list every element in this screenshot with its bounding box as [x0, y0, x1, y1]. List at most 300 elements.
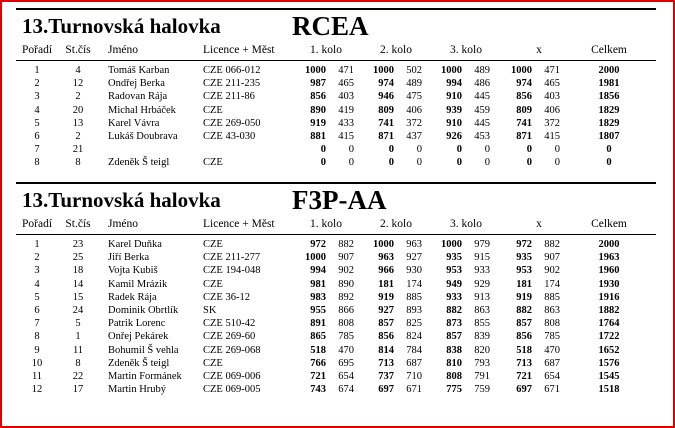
- cell-kolo3-points: 1000: [441, 239, 462, 250]
- cell-kolo2-points: 974: [378, 78, 394, 90]
- cell-x-raw: 372: [544, 117, 560, 129]
- table-row: [16, 78, 656, 91]
- cell-kolo3-points: 949: [446, 278, 462, 290]
- cell-licence: CZE 269-050: [203, 117, 261, 129]
- table-row: [16, 131, 656, 144]
- header-kolo1: 1. kolo: [310, 218, 342, 230]
- cell-stcis: 12: [72, 78, 84, 90]
- cell-kolo3-points: 933: [446, 291, 462, 303]
- cell-kolo1-points: 881: [310, 130, 326, 142]
- cell-kolo2-points: 966: [378, 265, 394, 277]
- header-divider: [16, 234, 656, 235]
- cell-stcis: 18: [72, 265, 84, 277]
- header-celkem: Celkem: [591, 44, 627, 56]
- header-kolo3: 3. kolo: [450, 44, 482, 56]
- cell-kolo1-points: 981: [310, 278, 326, 290]
- cell-kolo2-raw: 710: [406, 370, 422, 382]
- cell-jmeno: Dominik Obrtlík: [108, 304, 179, 316]
- table-row: [16, 91, 656, 104]
- cell-licence: CZE: [203, 104, 223, 116]
- cell-x-points: 0: [526, 144, 532, 156]
- cell-kolo2-raw: 475: [406, 91, 422, 103]
- cell-x-raw: 785: [544, 331, 560, 343]
- cell-jmeno: Lukáš Doubrava: [108, 130, 178, 142]
- cell-poradi: 8: [34, 157, 40, 169]
- cell-stcis: 14: [72, 278, 84, 290]
- cell-kolo1-raw: 0: [348, 157, 354, 169]
- cell-celkem: 1518: [598, 384, 620, 396]
- cell-x-points: 0: [526, 157, 532, 169]
- table-row: [16, 371, 656, 384]
- cell-kolo1-raw: 470: [338, 344, 354, 356]
- table-row: [16, 384, 656, 397]
- cell-poradi: 2: [34, 252, 40, 264]
- cell-licence: CZE 269-068: [203, 344, 261, 356]
- cell-x-points: 697: [516, 384, 532, 396]
- cell-celkem: 1829: [598, 104, 620, 116]
- cell-kolo1-raw: 654: [338, 370, 354, 382]
- cell-kolo1-points: 865: [310, 331, 326, 343]
- cell-celkem: 2000: [598, 65, 620, 76]
- cell-poradi: 3: [34, 91, 40, 103]
- cell-kolo2-points: 809: [378, 104, 394, 116]
- cell-kolo2-points: 946: [378, 91, 394, 103]
- table-header: [16, 218, 656, 234]
- cell-celkem: 1930: [598, 278, 620, 290]
- cell-celkem: 1576: [598, 357, 620, 369]
- cell-poradi: 7: [34, 144, 40, 156]
- cell-jmeno: Patrik Lorenc: [108, 318, 166, 330]
- header-x: x: [536, 44, 542, 56]
- cell-kolo3-raw: 855: [474, 318, 490, 330]
- header-divider: [16, 60, 656, 61]
- cell-stcis: 23: [72, 239, 84, 250]
- cell-stcis: 15: [72, 291, 84, 303]
- cell-x-raw: 470: [544, 344, 560, 356]
- cell-kolo3-raw: 759: [474, 384, 490, 396]
- cell-x-points: 713: [516, 357, 532, 369]
- header-kolo3: 3. kolo: [450, 218, 482, 230]
- section-title-row: [16, 10, 656, 42]
- cell-stcis: 2: [75, 130, 81, 142]
- cell-x-raw: 687: [544, 357, 560, 369]
- cell-kolo1-raw: 907: [338, 252, 354, 264]
- table-row: [16, 331, 656, 344]
- table-row: [16, 118, 656, 131]
- cell-celkem: 1960: [598, 265, 620, 277]
- cell-x-points: 809: [516, 104, 532, 116]
- cell-celkem: 1882: [598, 304, 620, 316]
- cell-kolo1-raw: 471: [338, 65, 354, 76]
- competition-title: 13.Turnovská halovka: [22, 188, 221, 212]
- cell-kolo1-raw: 674: [338, 384, 354, 396]
- cell-kolo3-raw: 793: [474, 357, 490, 369]
- cell-kolo1-points: 891: [310, 318, 326, 330]
- cell-kolo2-points: 697: [378, 384, 394, 396]
- cell-kolo2-raw: 893: [406, 304, 422, 316]
- table-row: [16, 239, 656, 252]
- cell-celkem: 1829: [598, 117, 620, 129]
- cell-poradi: 9: [34, 344, 40, 356]
- cell-kolo1-points: 856: [310, 91, 326, 103]
- cell-kolo3-raw: 839: [474, 331, 490, 343]
- cell-kolo3-raw: 915: [474, 252, 490, 264]
- cell-kolo3-raw: 445: [474, 117, 490, 129]
- cell-licence: CZE 211-235: [203, 78, 261, 90]
- cell-stcis: 24: [72, 304, 84, 316]
- cell-kolo1-points: 972: [310, 239, 326, 250]
- cell-x-raw: 406: [544, 104, 560, 116]
- cell-kolo3-raw: 0: [484, 144, 490, 156]
- cell-licence: CZE 211-277: [203, 252, 261, 264]
- cell-poradi: 2: [34, 78, 40, 90]
- cell-kolo2-points: 1000: [373, 239, 394, 250]
- cell-kolo2-raw: 824: [406, 331, 422, 343]
- cell-poradi: 6: [34, 130, 40, 142]
- table-row: [16, 305, 656, 318]
- cell-kolo3-points: 838: [446, 344, 462, 356]
- cell-kolo2-raw: 963: [406, 239, 422, 250]
- class-name: F3P-AA: [292, 185, 387, 215]
- cell-kolo2-raw: 502: [406, 65, 422, 76]
- cell-x-points: 721: [516, 370, 532, 382]
- cell-x-raw: 863: [544, 304, 560, 316]
- cell-poradi: 3: [34, 265, 40, 277]
- cell-kolo2-raw: 0: [416, 144, 422, 156]
- section-title-row: [16, 184, 656, 216]
- cell-celkem: 1652: [598, 344, 620, 356]
- cell-x-raw: 902: [544, 265, 560, 277]
- cell-kolo2-points: 181: [378, 278, 394, 290]
- cell-kolo3-raw: 791: [474, 370, 490, 382]
- cell-kolo2-points: 0: [388, 157, 394, 169]
- cell-jmeno: Jiří Berka: [108, 252, 150, 264]
- cell-poradi: 4: [34, 278, 40, 290]
- cell-stcis: 2: [75, 91, 81, 103]
- table-row: [16, 279, 656, 292]
- cell-poradi: 6: [34, 304, 40, 316]
- cell-kolo3-points: 910: [446, 91, 462, 103]
- cell-jmeno: Martin Hrubý: [108, 384, 167, 396]
- cell-poradi: 4: [34, 104, 40, 116]
- results-section-rcea: [16, 8, 656, 171]
- cell-kolo3-points: 910: [446, 117, 462, 129]
- cell-kolo2-points: 857: [378, 318, 394, 330]
- cell-x-points: 974: [516, 78, 532, 90]
- cell-stcis: 13: [72, 117, 84, 129]
- cell-kolo3-points: 857: [446, 331, 462, 343]
- cell-kolo2-points: 814: [378, 344, 394, 356]
- cell-stcis: 1: [75, 331, 81, 343]
- cell-licence: CZE 211-86: [203, 91, 255, 103]
- cell-x-points: 882: [516, 304, 532, 316]
- cell-kolo3-points: 994: [446, 78, 462, 90]
- cell-kolo2-points: 0: [388, 144, 394, 156]
- cell-kolo2-raw: 927: [406, 252, 422, 264]
- cell-poradi: 11: [31, 370, 43, 382]
- cell-poradi: 1: [34, 239, 40, 250]
- header-x: x: [536, 218, 542, 230]
- cell-kolo2-raw: 687: [406, 357, 422, 369]
- table-header: [16, 44, 656, 60]
- cell-kolo1-raw: 892: [338, 291, 354, 303]
- class-name: RCEA: [292, 11, 369, 41]
- cell-kolo1-raw: 419: [338, 104, 354, 116]
- cell-poradi: 7: [34, 318, 40, 330]
- cell-x-points: 935: [516, 252, 532, 264]
- cell-kolo3-raw: 489: [474, 65, 490, 76]
- results-rows: [16, 65, 656, 171]
- cell-kolo1-raw: 902: [338, 265, 354, 277]
- cell-kolo2-points: 919: [378, 291, 394, 303]
- cell-jmeno: Martin Formánek: [108, 370, 182, 382]
- table-row: [16, 358, 656, 371]
- cell-jmeno: Radek Rája: [108, 291, 157, 303]
- cell-celkem: 2000: [598, 239, 620, 250]
- cell-kolo3-points: 808: [446, 370, 462, 382]
- cell-licence: SK: [203, 304, 217, 316]
- cell-celkem: 1545: [598, 370, 620, 382]
- cell-stcis: 8: [75, 157, 81, 169]
- cell-kolo3-raw: 0: [484, 157, 490, 169]
- cell-kolo2-raw: 930: [406, 265, 422, 277]
- cell-kolo1-raw: 785: [338, 331, 354, 343]
- cell-kolo2-points: 737: [378, 370, 394, 382]
- header-kolo2: 2. kolo: [380, 218, 412, 230]
- cell-stcis: 22: [72, 370, 84, 382]
- cell-kolo2-points: 1000: [373, 65, 394, 76]
- cell-kolo2-raw: 885: [406, 291, 422, 303]
- cell-kolo2-raw: 489: [406, 78, 422, 90]
- table-row: [16, 252, 656, 265]
- cell-kolo3-raw: 453: [474, 130, 490, 142]
- table-row: [16, 105, 656, 118]
- cell-kolo2-points: 741: [378, 117, 394, 129]
- header-licence: Licence + Měst: [203, 44, 275, 56]
- header-celkem: Celkem: [591, 218, 627, 230]
- cell-celkem: 0: [606, 144, 612, 156]
- cell-licence: CZE 269-60: [203, 331, 256, 343]
- cell-celkem: 1807: [598, 130, 620, 142]
- cell-celkem: 1764: [598, 318, 620, 330]
- cell-jmeno: Bohumil Š vehla: [108, 344, 179, 356]
- cell-celkem: 1856: [598, 91, 620, 103]
- cell-kolo3-raw: 445: [474, 91, 490, 103]
- header-poradi: Pořadí: [21, 44, 53, 56]
- cell-kolo2-points: 713: [378, 357, 394, 369]
- cell-stcis: 11: [72, 344, 84, 356]
- cell-x-raw: 885: [544, 291, 560, 303]
- cell-kolo1-points: 890: [310, 104, 326, 116]
- cell-kolo2-raw: 784: [406, 344, 422, 356]
- cell-celkem: 1916: [598, 291, 620, 303]
- cell-licence: CZE 069-005: [203, 384, 261, 396]
- cell-x-points: 953: [516, 265, 532, 277]
- cell-kolo1-points: 1000: [305, 252, 326, 264]
- cell-kolo2-raw: 825: [406, 318, 422, 330]
- cell-stcis: 5: [75, 318, 81, 330]
- cell-kolo2-points: 927: [378, 304, 394, 316]
- cell-jmeno: Onřej Pekárek: [108, 331, 169, 343]
- cell-jmeno: Zdeněk Š teigl: [108, 357, 170, 369]
- cell-stcis: 8: [75, 357, 81, 369]
- cell-x-raw: 654: [544, 370, 560, 382]
- cell-jmeno: Zdeněk Š teigl: [108, 157, 170, 169]
- cell-stcis: 17: [72, 384, 84, 396]
- cell-x-points: 518: [516, 344, 532, 356]
- cell-kolo2-raw: 406: [406, 104, 422, 116]
- cell-kolo2-points: 856: [378, 331, 394, 343]
- cell-stcis: 25: [72, 252, 84, 264]
- cell-kolo1-points: 518: [310, 344, 326, 356]
- results-rows: [16, 239, 656, 397]
- cell-licence: CZE: [203, 278, 223, 290]
- cell-jmeno: Kamil Mrázik: [108, 278, 168, 290]
- cell-kolo3-raw: 933: [474, 265, 490, 277]
- header-stcis: St.čís: [65, 218, 91, 230]
- cell-kolo3-points: 882: [446, 304, 462, 316]
- cell-kolo1-raw: 433: [338, 117, 354, 129]
- cell-kolo1-points: 766: [310, 357, 326, 369]
- cell-x-raw: 415: [544, 130, 560, 142]
- cell-kolo1-raw: 403: [338, 91, 354, 103]
- cell-x-points: 857: [516, 318, 532, 330]
- cell-poradi: 5: [34, 117, 40, 129]
- cell-kolo1-points: 1000: [305, 65, 326, 76]
- cell-kolo1-points: 987: [310, 78, 326, 90]
- cell-x-raw: 403: [544, 91, 560, 103]
- table-row: [16, 265, 656, 278]
- table-row: [16, 292, 656, 305]
- cell-licence: CZE 510-42: [203, 318, 256, 330]
- cell-kolo3-raw: 863: [474, 304, 490, 316]
- header-kolo1: 1. kolo: [310, 44, 342, 56]
- cell-jmeno: Karel Duňka: [108, 239, 162, 250]
- cell-kolo1-raw: 866: [338, 304, 354, 316]
- cell-kolo2-raw: 437: [406, 130, 422, 142]
- header-jmeno: Jméno: [108, 44, 139, 56]
- cell-poradi: 12: [31, 384, 43, 396]
- cell-kolo1-raw: 808: [338, 318, 354, 330]
- cell-x-raw: 882: [544, 239, 560, 250]
- cell-jmeno: Karel Vávra: [108, 117, 160, 129]
- cell-kolo3-raw: 979: [474, 239, 490, 250]
- cell-kolo3-points: 0: [456, 157, 462, 169]
- cell-jmeno: Tomáš Karban: [108, 65, 170, 76]
- cell-kolo3-points: 935: [446, 252, 462, 264]
- competition-title: 13.Turnovská halovka: [22, 14, 221, 38]
- cell-x-points: 181: [516, 278, 532, 290]
- cell-kolo3-raw: 820: [474, 344, 490, 356]
- cell-poradi: 5: [34, 291, 40, 303]
- cell-kolo1-raw: 0: [348, 144, 354, 156]
- cell-kolo3-points: 926: [446, 130, 462, 142]
- cell-celkem: 0: [606, 157, 612, 169]
- cell-kolo1-points: 721: [310, 370, 326, 382]
- header-kolo2: 2. kolo: [380, 44, 412, 56]
- cell-kolo1-raw: 882: [338, 239, 354, 250]
- cell-kolo1-raw: 415: [338, 130, 354, 142]
- cell-poradi: 1: [34, 65, 40, 76]
- cell-x-raw: 465: [544, 78, 560, 90]
- cell-licence: CZE: [203, 239, 223, 250]
- cell-x-points: 856: [516, 331, 532, 343]
- cell-licence: CZE 069-006: [203, 370, 261, 382]
- cell-kolo2-points: 963: [378, 252, 394, 264]
- cell-jmeno: Radovan Rája: [108, 91, 168, 103]
- cell-jmeno: Ondřej Berka: [108, 78, 165, 90]
- cell-x-points: 741: [516, 117, 532, 129]
- cell-x-raw: 907: [544, 252, 560, 264]
- cell-kolo1-raw: 695: [338, 357, 354, 369]
- cell-kolo3-raw: 459: [474, 104, 490, 116]
- cell-licence: CZE: [203, 357, 223, 369]
- table-row: [16, 144, 656, 157]
- cell-kolo1-points: 955: [310, 304, 326, 316]
- cell-kolo3-raw: 486: [474, 78, 490, 90]
- cell-x-points: 856: [516, 91, 532, 103]
- cell-kolo1-points: 743: [310, 384, 326, 396]
- header-stcis: St.čís: [65, 44, 91, 56]
- cell-jmeno: Vojta Kubiš: [108, 265, 158, 277]
- cell-poradi: 8: [34, 331, 40, 343]
- cell-kolo3-points: 953: [446, 265, 462, 277]
- cell-stcis: 21: [72, 144, 84, 156]
- table-row: [16, 65, 656, 78]
- cell-jmeno: Michal Hrbáček: [108, 104, 176, 116]
- cell-licence: CZE 43-030: [203, 130, 256, 142]
- cell-kolo2-raw: 671: [406, 384, 422, 396]
- header-poradi: Pořadí: [21, 218, 53, 230]
- cell-x-raw: 174: [544, 278, 560, 290]
- table-row: [16, 345, 656, 358]
- cell-licence: CZE 194-048: [203, 265, 261, 277]
- cell-kolo3-points: 1000: [441, 65, 462, 76]
- cell-kolo3-points: 873: [446, 318, 462, 330]
- cell-kolo1-points: 919: [310, 117, 326, 129]
- cell-x-raw: 471: [544, 65, 560, 76]
- cell-kolo2-raw: 174: [406, 278, 422, 290]
- cell-celkem: 1963: [598, 252, 620, 264]
- cell-celkem: 1981: [598, 78, 620, 90]
- cell-x-points: 972: [516, 239, 532, 250]
- cell-x-raw: 808: [544, 318, 560, 330]
- cell-licence: CZE 36-12: [203, 291, 250, 303]
- cell-kolo1-points: 0: [320, 144, 326, 156]
- cell-kolo2-raw: 0: [416, 157, 422, 169]
- cell-celkem: 1722: [598, 331, 620, 343]
- cell-x-raw: 0: [554, 144, 560, 156]
- cell-kolo3-points: 775: [446, 384, 462, 396]
- cell-kolo3-points: 939: [446, 104, 462, 116]
- cell-x-points: 919: [516, 291, 532, 303]
- cell-licence: CZE 066-012: [203, 65, 261, 76]
- cell-kolo1-points: 983: [310, 291, 326, 303]
- cell-x-raw: 671: [544, 384, 560, 396]
- cell-kolo3-points: 0: [456, 144, 462, 156]
- header-licence: Licence + Měst: [203, 218, 275, 230]
- cell-x-raw: 0: [554, 157, 560, 169]
- cell-kolo3-raw: 929: [474, 278, 490, 290]
- header-jmeno: Jméno: [108, 218, 139, 230]
- cell-kolo1-raw: 465: [338, 78, 354, 90]
- results-section-f3p-aa: [16, 182, 656, 397]
- cell-stcis: 4: [75, 65, 81, 76]
- cell-kolo1-points: 0: [320, 157, 326, 169]
- cell-poradi: 10: [31, 357, 43, 369]
- cell-kolo3-raw: 913: [474, 291, 490, 303]
- cell-x-points: 1000: [511, 65, 532, 76]
